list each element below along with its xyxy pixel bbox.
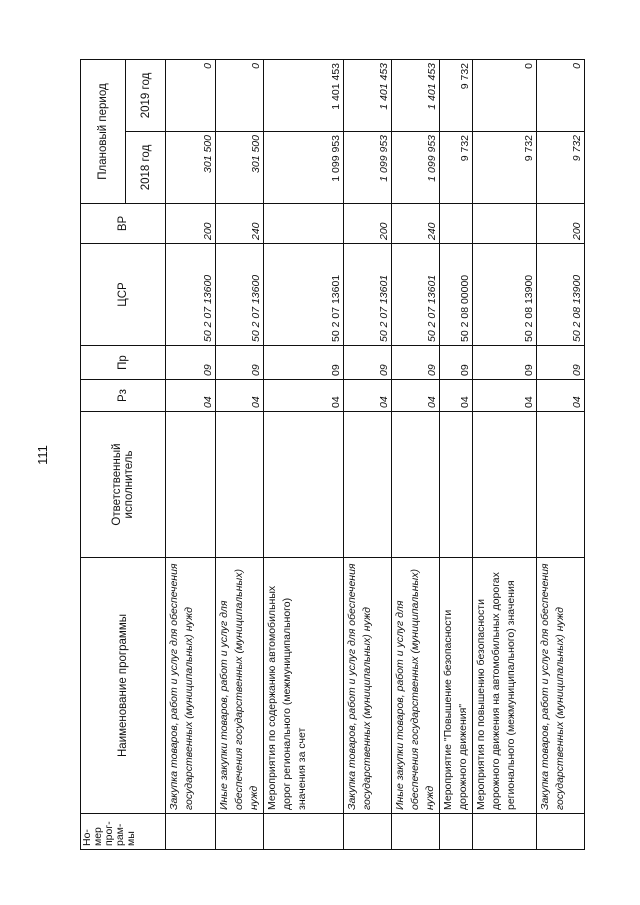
col-2018-header: 2018 год (126, 132, 166, 204)
vr-cell: 200 (344, 204, 392, 244)
program-name-cell: Иные закупки товаров, работ и услуг для обеспечения государственных (муниципальных) нужд (392, 558, 440, 814)
vr-cell: 200 (166, 204, 216, 244)
executor-cell (537, 412, 585, 558)
table-row (166, 59, 216, 849)
rz-cell: 04 (473, 380, 537, 412)
program-name-cell: Мероприятие "Повышение безопасности дорожного движения" (440, 558, 473, 814)
value-2018-cell: 1 099 953 (344, 132, 392, 204)
num-cell (473, 814, 537, 850)
program-name-cell: Закупка товаров, работ и услуг для обеспечения государственных (муниципальных) нужд (166, 558, 216, 814)
value-2019-cell: 1 401 453 (392, 59, 440, 131)
rz-cell: 04 (344, 380, 392, 412)
pr-cell: 09 (166, 346, 216, 380)
value-2018-cell: 9 732 (473, 132, 537, 204)
vr-cell (473, 204, 537, 244)
value-2018-cell: 301 500 (216, 132, 264, 204)
value-2018-cell: 1 099 953 (392, 132, 440, 204)
rz-cell: 04 (537, 380, 585, 412)
table-body (166, 59, 585, 849)
rz-cell: 04 (440, 380, 473, 412)
csr-cell: 50 2 08 13900 (537, 244, 585, 346)
pr-cell: 09 (344, 346, 392, 380)
vr-cell: 200 (537, 204, 585, 244)
rz-cell: 04 (392, 380, 440, 412)
executor-cell (473, 412, 537, 558)
col-vr-header: ВР (81, 204, 166, 244)
value-2018-cell: 301 500 (166, 132, 216, 204)
executor-cell (392, 412, 440, 558)
table-row (216, 59, 264, 849)
program-name-cell: Закупка товаров, работ и услуг для обеспечения государственных (муниципальных) нужд (344, 558, 392, 814)
table-row (473, 59, 537, 849)
csr-cell: 50 2 07 13601 (264, 244, 344, 346)
num-cell (440, 814, 473, 850)
value-2019-cell: 0 (166, 59, 216, 131)
num-cell (264, 814, 344, 850)
table-row (440, 59, 473, 849)
value-2019-cell: 9 732 (440, 59, 473, 131)
table-row (344, 59, 392, 849)
rz-cell: 04 (166, 380, 216, 412)
value-2018-cell: 1 099 953 (264, 132, 344, 204)
num-cell (344, 814, 392, 850)
table-row (537, 59, 585, 849)
col-rz-header: Рз (81, 380, 166, 412)
executor-cell (264, 412, 344, 558)
num-cell (216, 814, 264, 850)
num-cell (537, 814, 585, 850)
value-2019-cell: 0 (537, 59, 585, 131)
program-name-cell: Закупка товаров, работ и услуг для обеспечения государственных (муниципальных) нужд (537, 558, 585, 814)
csr-cell: 50 2 07 13601 (344, 244, 392, 346)
page-number: 111 (35, 445, 50, 465)
vr-cell (264, 204, 344, 244)
col-number-header: Но- мер прог- рам- мы (81, 814, 166, 850)
program-name-cell: Мероприятия по повышению безопасности дорожного движения на автомобильных дорогах регионального (межмуниципального) значения (473, 558, 537, 814)
rz-cell: 04 (264, 380, 344, 412)
pr-cell: 09 (264, 346, 344, 380)
value-2019-cell: 1 401 453 (264, 59, 344, 131)
value-2019-cell: 0 (216, 59, 264, 131)
executor-cell (440, 412, 473, 558)
csr-cell: 50 2 08 13900 (473, 244, 537, 346)
table-row (392, 59, 440, 849)
csr-cell: 50 2 07 13600 (166, 244, 216, 346)
value-2019-cell: 1 401 453 (344, 59, 392, 131)
col-pr-header: Пр (81, 346, 166, 380)
pr-cell: 09 (392, 346, 440, 380)
csr-cell: 50 2 07 13601 (392, 244, 440, 346)
num-cell (166, 814, 216, 850)
num-cell (392, 814, 440, 850)
pr-cell: 09 (537, 346, 585, 380)
executor-cell (166, 412, 216, 558)
table-row (264, 59, 344, 849)
col-executor-header: Ответственный исполнитель (81, 412, 166, 558)
col-name-header: Наименование программы (81, 558, 166, 814)
vr-cell: 240 (216, 204, 264, 244)
executor-cell (344, 412, 392, 558)
value-2018-cell: 9 732 (537, 132, 585, 204)
col-2019-header: 2019 год (126, 59, 166, 131)
vr-cell: 240 (392, 204, 440, 244)
budget-table (80, 59, 585, 850)
vr-cell (440, 204, 473, 244)
col-plan-header: Плановый период (81, 59, 126, 203)
pr-cell: 09 (473, 346, 537, 380)
pr-cell: 09 (216, 346, 264, 380)
program-name-cell: Иные закупки товаров, работ и услуг для обеспечения государственных (муниципальных) нужд (216, 558, 264, 814)
pr-cell: 09 (440, 346, 473, 380)
budget-table-container (80, 60, 583, 850)
col-csr-header: ЦСР (81, 244, 166, 346)
value-2018-cell: 9 732 (440, 132, 473, 204)
program-name-cell: Мероприятия по содержанию автомобильных дорог регионального (межмуниципального) значения за счет (264, 558, 344, 814)
csr-cell: 50 2 07 13600 (216, 244, 264, 346)
value-2019-cell: 0 (473, 59, 537, 131)
csr-cell: 50 2 08 00000 (440, 244, 473, 346)
executor-cell (216, 412, 264, 558)
rz-cell: 04 (216, 380, 264, 412)
